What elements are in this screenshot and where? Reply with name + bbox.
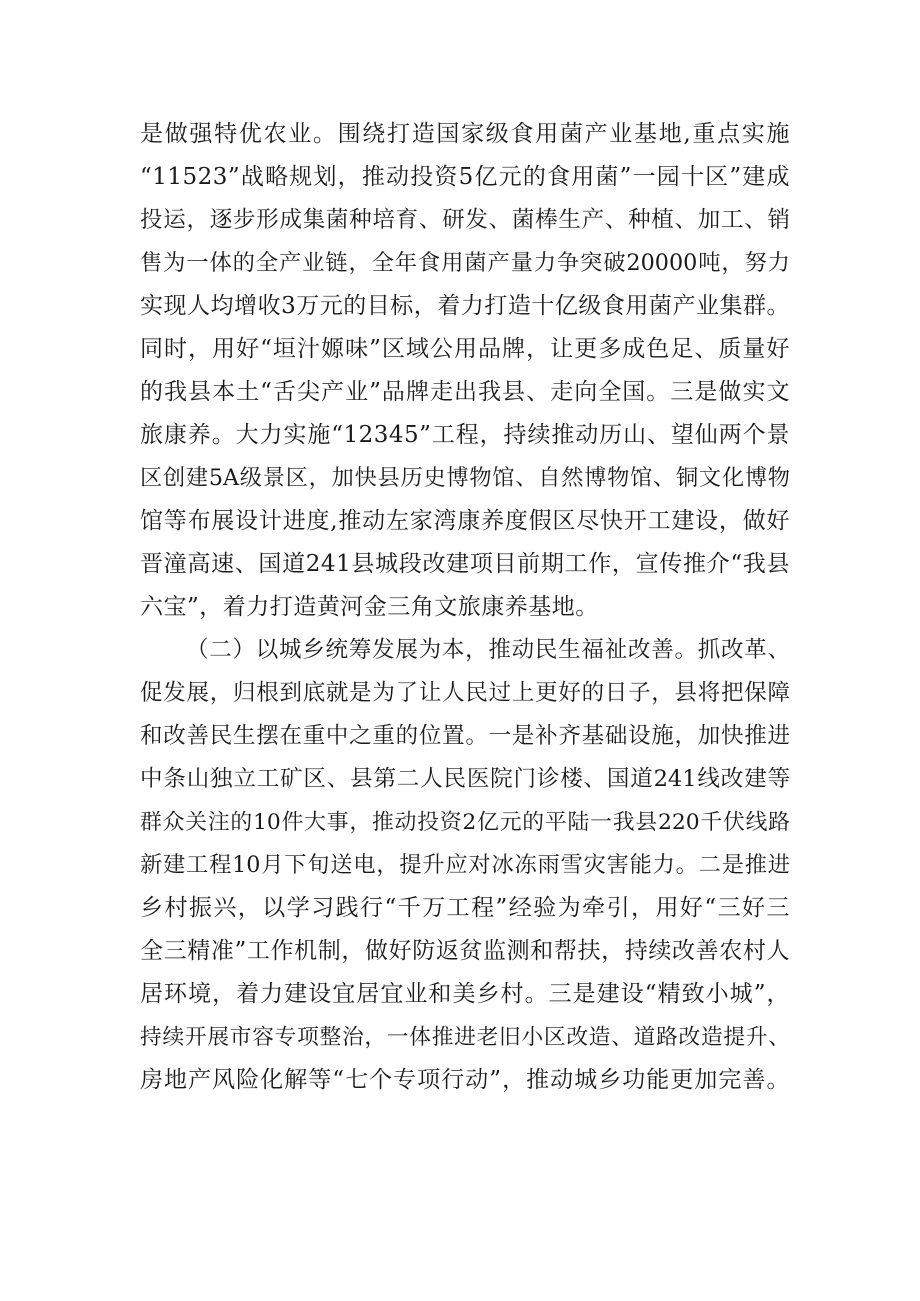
text-line: 居环境，着力建设宜居宜业和美乡村。三是建设“精致小城”，: [140, 981, 790, 1007]
text-line: 促发展，归根到底就是为了让人民过上更好的日子，县将把保障: [140, 680, 790, 706]
text-line: 群众关注的10件大事，推动投资2亿元的平陆一我县220千伏线路: [140, 810, 790, 835]
text-line: 实现人均增收3万元的目标，着力打造十亿级食用菌产业集群。: [140, 293, 790, 319]
paragraph-heading-line: （二）以城乡统筹发展为本，推动民生福祉改善。抓改革、: [186, 637, 790, 663]
text-line: 旅康养。大力实施“12345”工程，持续推动历山、望仙两个景: [140, 422, 790, 448]
text-line: 投运，逐步形成集菌种培育、研发、菌棒生产、种植、加工、销: [140, 207, 790, 233]
text-line: 新建工程10月下旬送电，提升应对冰冻雨雪灾害能力。二是推进: [140, 852, 790, 878]
text-line: 房地产风险化解等“七个专项行动”，推动城乡功能更加完善。: [140, 1067, 790, 1093]
text-line: 区创建5A级景区，加快县历史博物馆、自然博物馆、铜文化博物: [140, 465, 790, 491]
text-line: 同时，用好“垣汁嫄味”区域公用品牌，让更多成色足、质量好: [140, 336, 790, 362]
text-line: 和改善民生摆在重中之重的位置。一是补齐基础设施，加快推进: [140, 723, 790, 749]
text-line: 六宝”，着力打造黄河金三角文旅康养基地。: [140, 594, 599, 620]
text-line: 中条山独立工矿区、县第二人民医院门诊楼、国道241线改建等: [140, 766, 790, 792]
text-line: 馆等布展设计进度,推动左家湾康养度假区尽快开工建设，做好: [140, 508, 790, 534]
text-line: 乡村振兴，以学习践行“千万工程”经验为牵引，用好“三好三: [140, 895, 790, 921]
text-line: 晋潼高速、国道241县城段改建项目前期工作，宣传推介“我县: [140, 551, 790, 577]
text-line: 售为一体的全产业链，全年食用菌产量力争突破20000吨，努力: [140, 250, 790, 276]
text-line: 是做强特优农业。围绕打造国家级食用菌产业基地,重点实施: [140, 121, 790, 147]
text-line: 全三精准”工作机制，做好防返贫监测和帮扶，持续改善农村人: [140, 938, 790, 964]
text-line: 持续开展市容专项整治，一体推进老旧小区改造、道路改造提升、: [140, 1025, 790, 1050]
text-line: 的我县本土“舌尖产业”品牌走出我县、走向全国。三是做实文: [140, 379, 790, 405]
text-line: “11523”战略规划，推动投资5亿元的食用菌”一园十区”建成: [140, 164, 790, 190]
